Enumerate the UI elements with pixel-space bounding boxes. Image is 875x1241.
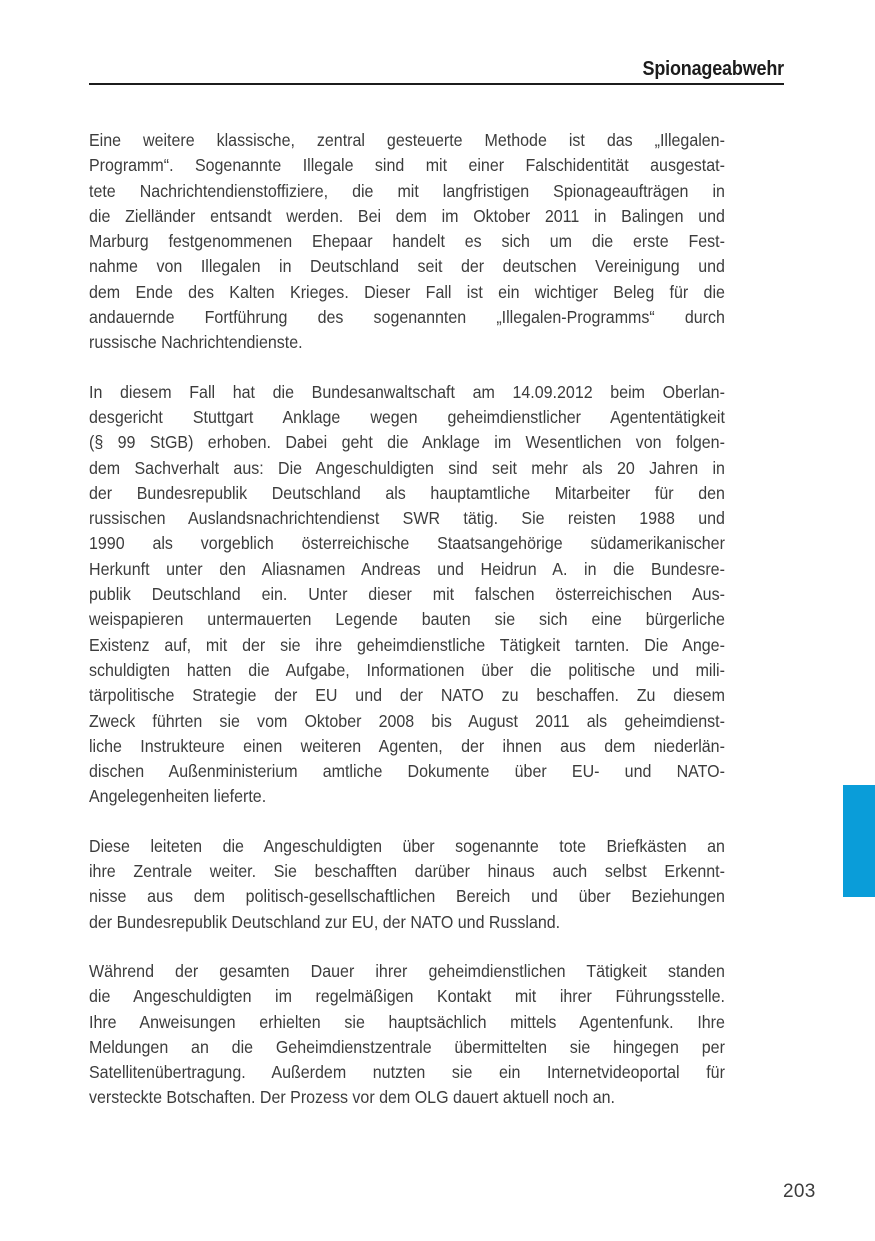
paragraph bbox=[89, 380, 725, 810]
text-line: andauernde Fortführung des sogenannten „Illegalen-Programms“ durch bbox=[89, 307, 725, 328]
header-rule bbox=[89, 83, 784, 85]
text-line: Existenz auf, mit der sie ihre geheimdienstliche Tätigkeit tarnten. Die Ange- bbox=[89, 634, 725, 655]
text-line: Eine weitere klassische, zentral gesteuerte Methode ist das „Illegalen- bbox=[89, 130, 725, 150]
text-line: Herkunft unter den Aliasnamen Andreas und Heidrun A. in die Bundesre- bbox=[89, 558, 725, 579]
text-line: versteckte Botschaften. Der Prozess vor dem OLG dauert aktuell noch an. bbox=[89, 1087, 616, 1108]
text-line: die Zielländer entsandt werden. Bei dem im Oktober 2011 in Balingen und bbox=[89, 205, 725, 226]
text-line: Meldungen an die Geheimdienstzentrale übermittelten sie hingegen per bbox=[89, 1036, 725, 1057]
text-line: der Bundesrepublik Deutschland als hauptamtliche Mitarbeiter für den bbox=[89, 482, 725, 503]
running-header-title: Spionageabwehr bbox=[642, 58, 784, 80]
text-line: weispapieren untermauerten Legende bauten sie sich eine bürgerliche bbox=[89, 609, 725, 630]
text-line: dem Ende des Kalten Krieges. Dieser Fall ist ein wichtiger Beleg für die bbox=[89, 281, 725, 302]
text-line: Satellitenübertragung. Außerdem nutzten sie ein Internetvideoportal für bbox=[89, 1062, 725, 1083]
text-line: schuldigten hatten die Aufgabe, Informationen über die politische und mili- bbox=[89, 659, 725, 680]
text-line: nahme von Illegalen in Deutschland seit der deutschen Vereinigung und bbox=[89, 256, 725, 277]
text-line: Programm“. Sogenannte Illegale sind mit einer Falschidentität ausgestat- bbox=[89, 155, 725, 176]
text-line: desgericht Stuttgart Anklage wegen geheimdienstlicher Agententätigkeit bbox=[89, 406, 725, 427]
text-line: publik Deutschland ein. Unter dieser mit falschen österreichischen Aus- bbox=[89, 584, 725, 605]
text-line: dischen Außenministerium amtliche Dokumente über EU- und NATO- bbox=[89, 761, 725, 782]
text-line: der Bundesrepublik Deutschland zur EU, der NATO und Russland. bbox=[89, 911, 561, 932]
text-line: ihre Zentrale weiter. Sie beschafften darüber hinaus auch selbst Erkennt- bbox=[89, 861, 725, 882]
text-line: russische Nachrichtendienste. bbox=[89, 332, 303, 353]
text-line: tärpolitische Strategie der EU und der NATO zu beschaffen. Zu diesem bbox=[89, 685, 725, 706]
text-line: Marburg festgenommenen Ehepaar handelt es sich um die erste Fest- bbox=[89, 231, 725, 252]
text-line: liche Instrukteure einen weiteren Agenten, der ihnen aus dem niederlän- bbox=[89, 735, 725, 756]
text-line: nisse aus dem politisch-gesellschaftlichen Bereich und über Beziehungen bbox=[89, 886, 725, 907]
text-line: Ihre Anweisungen erhielten sie hauptsächlich mittels Agentenfunk. Ihre bbox=[89, 1011, 725, 1032]
text-line: tete Nachrichtendienstoffiziere, die mit langfristigen Spionageaufträgen in bbox=[89, 180, 725, 201]
page-number: 203 bbox=[783, 1181, 816, 1202]
text-line: russischen Auslandsnachrichtendienst SWR tätig. Sie reisten 1988 und bbox=[89, 508, 725, 529]
paragraph bbox=[89, 128, 725, 356]
text-line: Diese leiteten die Angeschuldigten über sogenannte tote Briefkästen an bbox=[89, 835, 725, 856]
text-line: In diesem Fall hat die Bundesanwaltschaft am 14.09.2012 beim Oberlan- bbox=[89, 381, 725, 402]
text-line: 1990 als vorgeblich österreichische Staatsangehörige südamerikanischer bbox=[89, 533, 725, 554]
text-line: die Angeschuldigten im regelmäßigen Kontakt mit ihrer Führungsstelle. bbox=[89, 986, 725, 1007]
body-text bbox=[89, 128, 725, 1135]
chapter-edge-tab-marker bbox=[843, 785, 875, 897]
text-line: Angelegenheiten lieferte. bbox=[89, 786, 267, 807]
text-line: (§ 99 StGB) erhoben. Dabei geht die Anklage im Wesentlichen von folgen- bbox=[89, 432, 725, 453]
paragraph bbox=[89, 959, 725, 1111]
paragraph bbox=[89, 834, 725, 935]
text-line: Zweck führten sie vom Oktober 2008 bis August 2011 als geheimdienst- bbox=[89, 710, 725, 731]
text-line: dem Sachverhalt aus: Die Angeschuldigten sind seit mehr als 20 Jahren in bbox=[89, 457, 725, 478]
text-line: Während der gesamten Dauer ihrer geheimdienstlichen Tätigkeit standen bbox=[89, 960, 725, 981]
